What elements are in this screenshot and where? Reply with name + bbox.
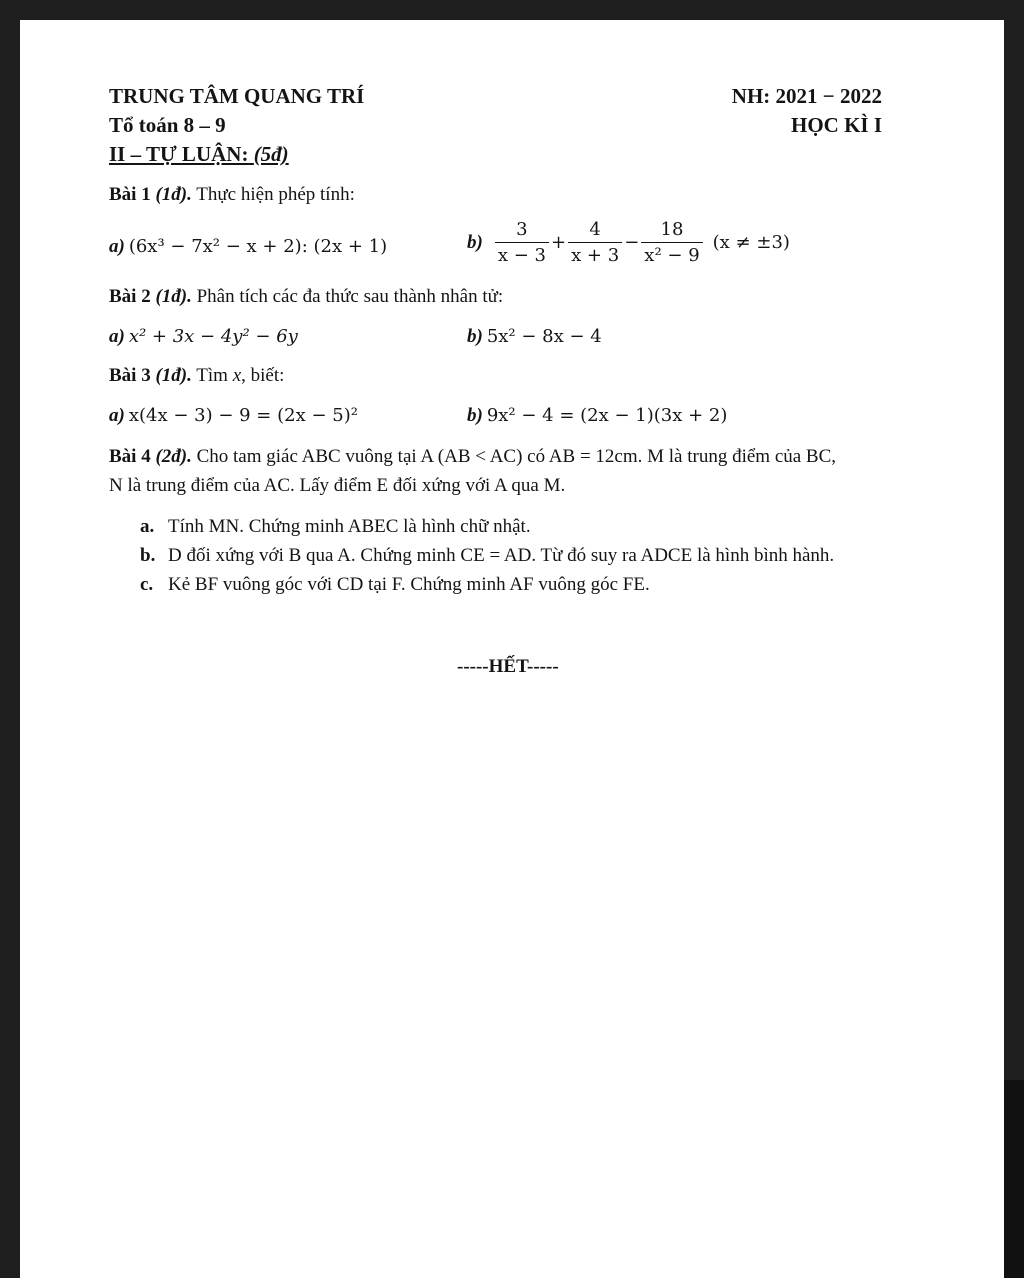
problem-2a <box>109 326 298 348</box>
school-name: TRUNG TÂM QUANG TRÍ <box>109 84 365 108</box>
problem-3a-label: a) <box>109 405 125 426</box>
fraction-2-denominator: x + 3 <box>568 242 622 266</box>
scrollbar-track[interactable] <box>1004 1080 1024 1278</box>
item-b-text: D đối xứng với B qua A. Chứng minh CE = AD. Từ đó suy ra ADCE là hình bình hành. <box>168 545 835 566</box>
problem-3b <box>467 405 727 427</box>
problem-3-text-pre: Tìm <box>196 365 228 386</box>
exam-page <box>20 20 1004 1278</box>
problem-2-points: (1đ). <box>155 286 192 307</box>
problem-2-title: Bài 2 <box>109 286 151 307</box>
problem-3-text-post: , biết: <box>241 365 285 386</box>
problem-1a-label: a) <box>109 236 125 257</box>
fraction-1 <box>495 219 549 266</box>
item-a-mark: a. <box>140 516 155 537</box>
fraction-1-numerator: 3 <box>516 219 528 240</box>
item-c-text: Kẻ BF vuông góc với CD tại F. Chứng minh AF vuông góc FE. <box>168 574 650 595</box>
fraction-1-denominator: x − 3 <box>495 242 549 266</box>
section-label: II – TỰ LUẬN: <box>109 142 249 166</box>
problem-4-line-1: Cho tam giác ABC vuông tại A (AB < AC) có AB = 12cm. M là trung điểm của BC, <box>196 446 837 467</box>
problem-1b <box>467 219 790 266</box>
section-title <box>109 142 289 167</box>
fraction-2 <box>568 219 622 266</box>
problem-2a-expr: x² + 3x − 4y² − 6y <box>128 326 298 347</box>
problem-2-text: Phân tích các đa thức sau thành nhân tử: <box>196 286 504 307</box>
problem-1-title: Bài 1 <box>109 184 151 205</box>
problem-4-heading <box>109 446 836 468</box>
section-points: (5đ) <box>253 142 289 166</box>
term: HỌC KÌ I <box>790 113 882 137</box>
problem-2b-label: b) <box>467 326 483 347</box>
fraction-3-denominator: x² − 9 <box>641 242 702 266</box>
problem-3-heading <box>109 365 284 387</box>
fraction-2-numerator: 4 <box>589 219 601 240</box>
problem-1a <box>109 236 387 258</box>
problem-4-title: Bài 4 <box>109 446 151 467</box>
fraction-3 <box>641 219 702 266</box>
problem-3b-expr: 9x² − 4 = (2x − 1)(3x + 2) <box>486 405 728 426</box>
school-year: NH: 2021 − 2022 <box>731 84 882 108</box>
problem-2a-label: a) <box>109 326 125 347</box>
problem-3b-label: b) <box>467 405 483 426</box>
item-c-mark: c. <box>140 574 154 595</box>
end-marker: -----HẾT----- <box>457 656 559 677</box>
problem-4-points: (2đ). <box>155 446 192 467</box>
problem-1-heading <box>109 184 355 206</box>
operator-plus: + <box>550 232 567 253</box>
item-a-text: Tính MN. Chứng minh ABEC là hình chữ nhật. <box>168 516 531 537</box>
problem-3-points: (1đ). <box>155 365 192 386</box>
problem-4-item-b <box>140 545 834 567</box>
fraction-3-numerator: 18 <box>660 219 684 240</box>
problem-1-points: (1đ). <box>155 184 192 205</box>
item-b-mark: b. <box>140 545 156 566</box>
problem-1-text: Thực hiện phép tính: <box>196 184 355 205</box>
problem-1a-expr: (6x³ − 7x² − x + 2): (2x + 1) <box>128 236 388 257</box>
problem-2b-expr: 5x² − 8x − 4 <box>486 326 602 347</box>
problem-3-title: Bài 3 <box>109 365 151 386</box>
problem-4-item-c <box>140 574 650 596</box>
problem-2-heading <box>109 286 503 308</box>
problem-3a <box>109 405 358 427</box>
problem-2b <box>467 326 602 348</box>
problem-4-line-2: N là trung điểm của AC. Lấy điểm E đối xứng với A qua M. <box>109 475 566 496</box>
problem-3a-expr: x(4x − 3) − 9 = (2x − 5)² <box>128 405 358 426</box>
problem-1b-condition: (x ≠ ±3) <box>712 232 790 253</box>
problem-3-variable: x <box>232 365 242 386</box>
department: Tổ toán 8 – 9 <box>109 113 226 137</box>
problem-1b-label: b) <box>467 231 483 253</box>
operator-minus: − <box>624 232 640 253</box>
problem-4-item-a <box>140 516 531 538</box>
